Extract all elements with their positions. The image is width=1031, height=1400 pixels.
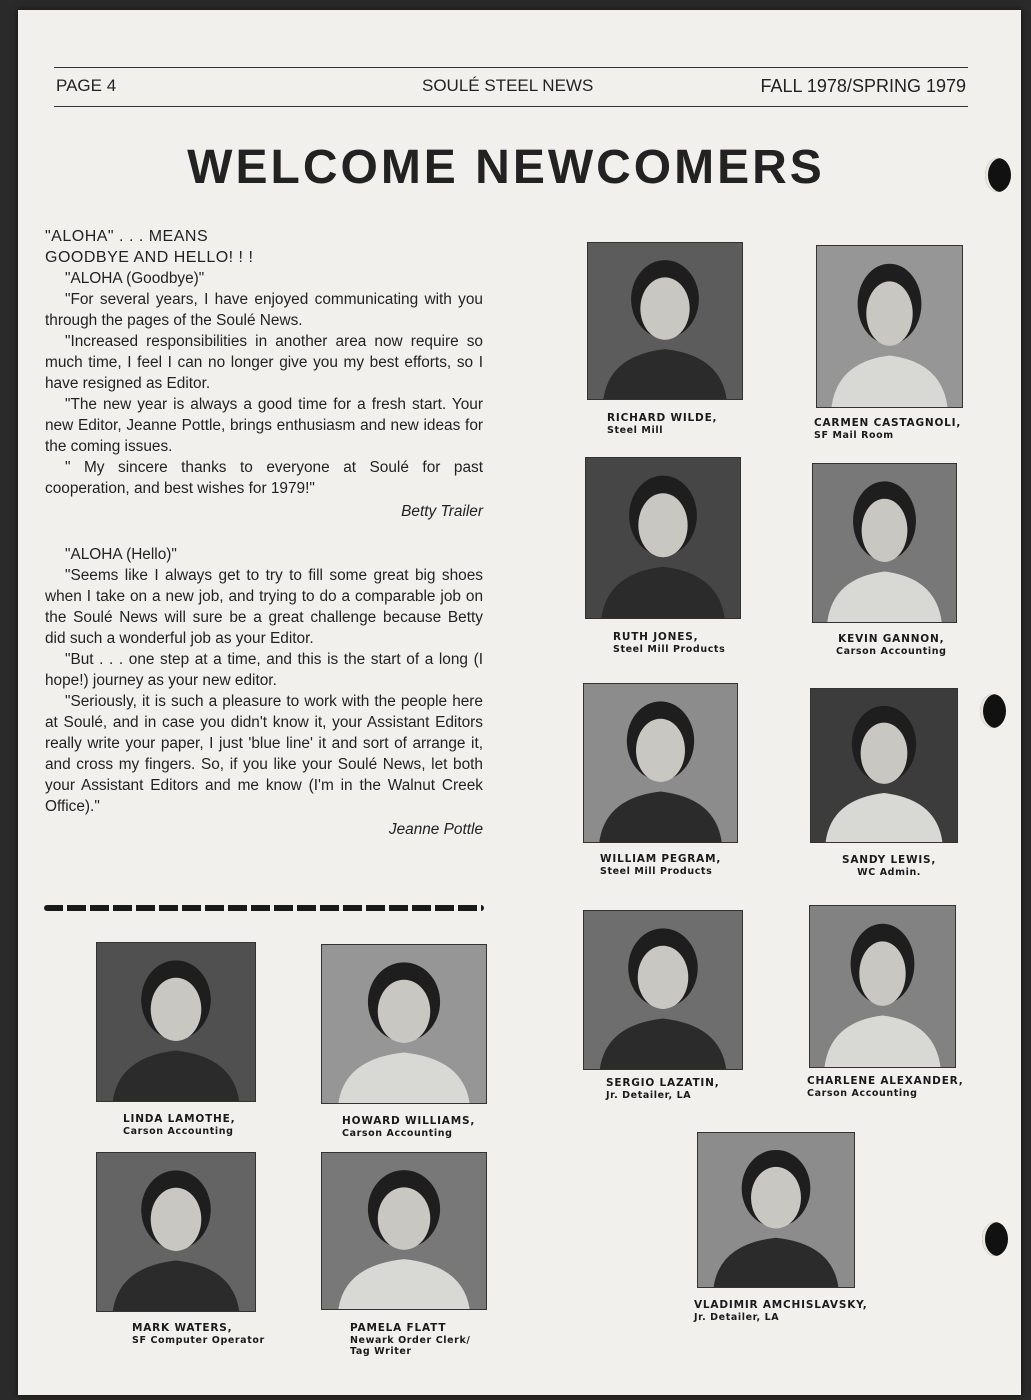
portrait-photo [96, 942, 256, 1102]
person-role: Newark Order Clerk/ [350, 1334, 471, 1346]
person-caption [842, 855, 936, 878]
portrait-photo [583, 683, 738, 843]
page-title: WELCOME NEWCOMERS [187, 141, 825, 194]
portrait-photo [810, 688, 958, 843]
letter-paragraph: "For several years, I have enjoyed communicating with you through the pages of the Soulé News. [45, 291, 483, 329]
person-name: RUTH JONES, [613, 631, 699, 643]
person-name: LINDA LAMOTHE, [123, 1113, 236, 1125]
person-role: Carson Accounting [342, 1127, 453, 1139]
letter-paragraph: "The new year is always a good time for a fresh start. Your new Editor, Jeanne Pottle, brings enthusiasm and new ideas for the coming issues. [45, 396, 483, 455]
person-role: WC Admin. [857, 866, 922, 878]
letter-subheading: "ALOHA (Goodbye)" [65, 270, 205, 287]
portrait-photo [96, 1152, 256, 1312]
publication-name: SOULÉ STEEL NEWS [422, 76, 594, 95]
letter-paragraph: "Seems like I always get to try to fill some great big shoes when I take on a new job, and trying to do a comparable job on the Soulé News will sure be a great challenge because Betty did such a wonderful job as your Editor. [45, 567, 483, 647]
signature: Jeanne Pottle [388, 821, 483, 838]
portrait-photo [321, 1152, 487, 1310]
person-name: CHARLENE ALEXANDER, [807, 1075, 964, 1087]
person-role: Carson Accounting [123, 1125, 234, 1137]
person-name: PAMELA FLATT [350, 1322, 447, 1334]
person-name: CARMEN CASTAGNOLI, [814, 417, 962, 429]
person-role: Jr. Detailer, LA [606, 1089, 692, 1101]
page-number: PAGE 4 [56, 76, 117, 95]
person-role: SF Computer Operator [132, 1334, 265, 1346]
person-caption [606, 1078, 720, 1101]
person-caption [807, 1076, 964, 1099]
person-role: Steel Mill [607, 424, 664, 436]
person-caption [123, 1114, 235, 1137]
person-caption [600, 854, 721, 877]
letter-paragraph: " My sincere thanks to everyone at Soulé for past cooperation, and best wishes for 1979!" [45, 459, 483, 497]
person-role: SF Mail Room [814, 429, 894, 441]
binder-hole-icon [985, 158, 1011, 192]
person-name: SERGIO LAZATIN, [606, 1077, 720, 1089]
person-caption [342, 1116, 475, 1139]
letter-paragraph: "Increased responsibilities in another area now require so much time, I feel I can no longer give you my best efforts, so I have resigned as Editor. [45, 333, 483, 392]
letter-subheading: "ALOHA (Hello)" [65, 546, 177, 563]
portrait-photo [585, 457, 741, 619]
person-caption [694, 1300, 868, 1323]
person-caption [607, 413, 717, 436]
letter-paragraph: "Seriously, it is such a pleasure to work with the people here at Soulé, and in case you didn't know it, your Assistant Editors really write your paper, I just 'blue line' it and sort of arrange it, and cross my fingers. So, if you like your Soulé News, let both your Assistant Editors and me know (I'm in the Walnut Creek Office)." [45, 693, 483, 815]
letter-heading: "ALOHA" . . . MEANS [45, 228, 209, 245]
letter-heading: GOODBYE AND HELLO! ! ! [45, 249, 254, 266]
person-name: WILLIAM PEGRAM, [600, 853, 722, 865]
person-caption [132, 1323, 265, 1346]
person-name: KEVIN GANNON, [838, 633, 945, 645]
issue-date: FALL 1978/SPRING 1979 [760, 76, 966, 96]
person-name: HOWARD WILLIAMS, [342, 1115, 476, 1127]
person-name: VLADIMIR AMCHISLAVSKY, [694, 1299, 868, 1311]
person-name: SANDY LEWIS, [842, 854, 937, 866]
portrait-photo [809, 905, 956, 1068]
person-name: RICHARD WILDE, [607, 412, 718, 424]
portrait-photo [321, 944, 487, 1104]
portrait-photo [583, 910, 743, 1070]
portrait-photo [816, 245, 963, 408]
person-role: Carson Accounting [836, 645, 947, 657]
binder-hole-icon [980, 694, 1006, 728]
person-caption [613, 632, 725, 655]
portrait-photo [812, 463, 957, 623]
person-role: Jr. Detailer, LA [694, 1311, 780, 1323]
person-caption [350, 1323, 470, 1358]
person-role: Tag Writer [350, 1346, 412, 1357]
person-caption [814, 418, 961, 441]
portrait-photo [697, 1132, 855, 1288]
letter-paragraph: "But . . . one step at a time, and this is the start of a long (I hope!) journey as your new editor. [45, 651, 483, 689]
portrait-photo [587, 242, 743, 400]
editor-letter [45, 226, 483, 840]
person-role: Carson Accounting [807, 1087, 918, 1099]
binder-hole-icon [982, 1222, 1008, 1256]
running-header [54, 67, 968, 107]
person-role: Steel Mill Products [613, 643, 726, 655]
person-name: MARK WATERS, [132, 1322, 233, 1334]
signature: Betty Trailer [401, 503, 483, 520]
dashed-divider [44, 905, 484, 911]
person-caption [836, 634, 947, 657]
person-role: Steel Mill Products [600, 865, 713, 877]
